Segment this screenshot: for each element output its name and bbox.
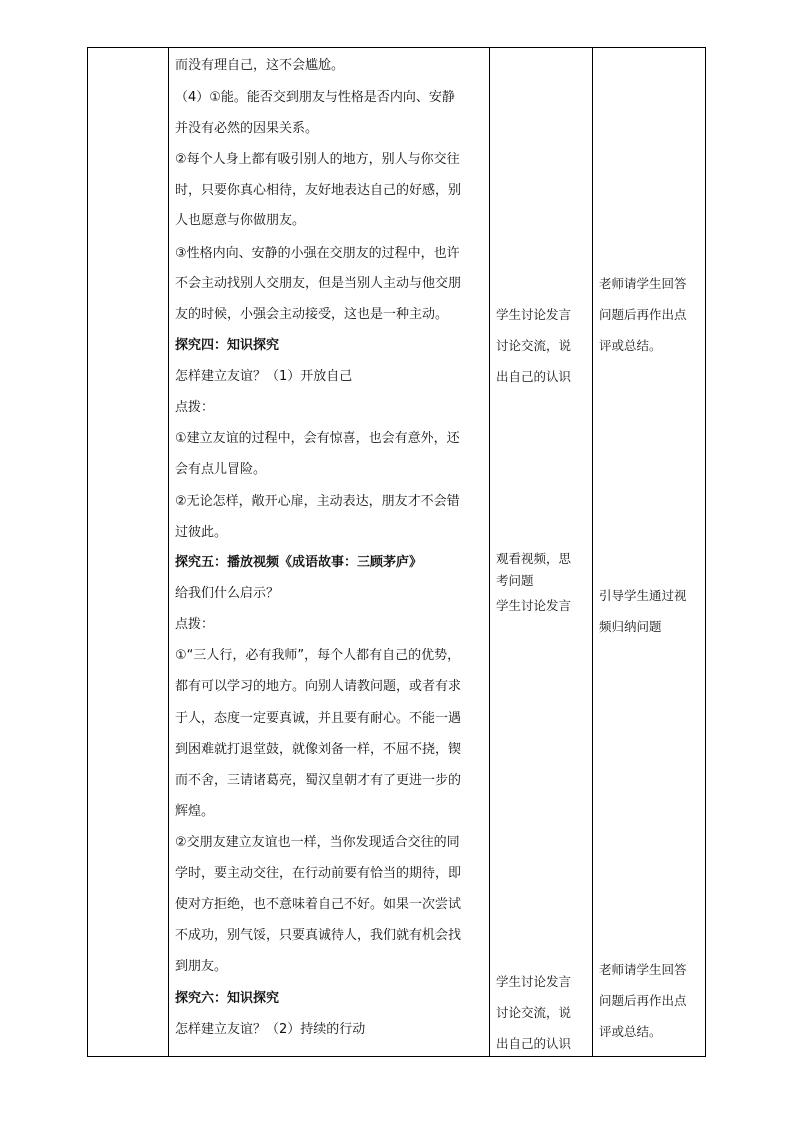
content-line: 到朋友。 xyxy=(175,959,228,974)
content-line: 人也愿意与你做朋友。 xyxy=(175,213,306,228)
student-text: 出自己的认识 xyxy=(496,369,572,384)
content-line: ③性格内向、安静的小强在交朋友的过程中，也许 xyxy=(175,246,460,261)
content-line: 过彼此。 xyxy=(175,525,228,540)
column-divider xyxy=(168,48,169,1056)
content-line: 怎样建立友谊？（2）持续的行动 xyxy=(175,1022,366,1037)
content-line: ①“三人行，必有我师”，每个人都有自己的优势， xyxy=(175,648,461,663)
content-line: 辉煌。 xyxy=(175,804,215,819)
content-line: ②交朋友建立友谊也一样，当你发现适合交往的同 xyxy=(175,835,460,850)
content-line: ②无论怎样，敞开心扉，主动表达，朋友才不会错 xyxy=(175,494,460,509)
student-text: 出自己的认识 xyxy=(496,1036,572,1051)
content-line: 学时，要主动交往，在行动前要有恰当的期待，即 xyxy=(175,866,462,881)
content-line: ②每个人身上都有吸引别人的地方，别人与你交往 xyxy=(175,152,460,167)
student-text: 考问题 xyxy=(496,573,534,588)
teacher-text: 评或总结。 xyxy=(599,1024,662,1039)
student-activity-column xyxy=(496,48,590,1056)
content-line: 都有可以学习的地方。向别人请教问题，或者有求 xyxy=(175,679,462,694)
content-column xyxy=(175,48,485,1056)
teacher-text: 引导学生通过视 xyxy=(599,588,687,603)
teacher-text: 问题后再作出点 xyxy=(599,993,687,1008)
teacher-text: 老师请学生回答 xyxy=(599,276,687,291)
teacher-activity-column xyxy=(599,48,703,1056)
content-line: 给我们什么启示？ xyxy=(175,586,280,601)
content-line: 而不舍，三请诸葛亮，蜀汉皇朝才有了更进一步的 xyxy=(175,773,462,788)
teacher-text: 频归纳问题 xyxy=(599,619,662,634)
student-text: 学生讨论发言 xyxy=(496,598,572,613)
section-heading: 探究五：播放视频《成语故事：三顾茅庐》 xyxy=(175,555,423,570)
content-line: 友的时候，小强会主动接受，这也是一种主动。 xyxy=(175,307,449,322)
content-line: 并没有必然的因果关系。 xyxy=(175,121,319,136)
student-text: 讨论交流，说 xyxy=(496,1005,572,1020)
section-heading: 探究六：知识探究 xyxy=(175,991,280,1006)
teacher-text: 评或总结。 xyxy=(599,338,662,353)
content-line: 点拨： xyxy=(175,400,215,415)
lesson-table xyxy=(87,47,706,1057)
content-line: 时，只要你真心相待，友好地表达自己的好感，别 xyxy=(175,183,462,198)
student-text: 讨论交流，说 xyxy=(496,338,572,353)
student-text: 学生讨论发言 xyxy=(496,974,572,989)
content-line: 于人，态度一定要真诚，并且要有耐心。不能一遇 xyxy=(175,711,462,726)
student-text: 观看视频，思 xyxy=(496,551,572,566)
content-line: （4）①能。能否交到朋友与性格是否内向、安静 xyxy=(175,90,455,105)
teacher-text: 老师请学生回答 xyxy=(599,962,687,977)
section-heading: 探究四：知识探究 xyxy=(175,338,280,353)
teacher-text: 问题后再作出点 xyxy=(599,307,687,322)
content-line: 而没有理自己，这不会尴尬。 xyxy=(175,58,345,73)
content-line: 使对方拒绝，也不意味着自己不好。如果一次尝试 xyxy=(175,897,462,912)
column-divider xyxy=(489,48,490,1056)
content-line: ①建立友谊的过程中，会有惊喜，也会有意外，还 xyxy=(175,431,460,446)
content-line: 不成功，别气馁，只要真诚待人，我们就有机会找 xyxy=(175,928,462,943)
stage-column xyxy=(88,48,168,1056)
content-line: 到困难就打退堂鼓，就像刘备一样，不屈不挠，锲 xyxy=(175,742,462,757)
content-line: 不会主动找别人交朋友，但是当别人主动与他交朋 xyxy=(175,276,462,291)
content-line: 怎样建立友谊？（1）开放自己 xyxy=(175,369,353,384)
student-text: 学生讨论发言 xyxy=(496,307,572,322)
content-line: 会有点儿冒险。 xyxy=(175,462,267,477)
column-divider xyxy=(592,48,593,1056)
content-line: 点拨： xyxy=(175,617,215,632)
